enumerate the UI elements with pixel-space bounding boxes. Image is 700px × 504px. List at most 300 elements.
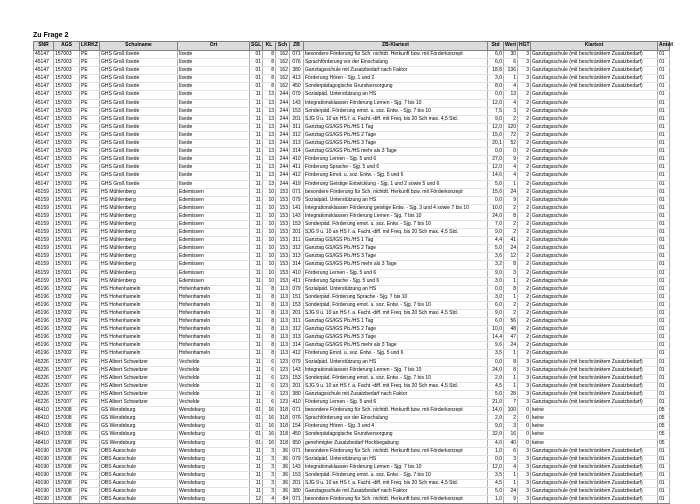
table-cell: 24,0 bbox=[488, 212, 504, 220]
table-cell: 11 bbox=[250, 358, 263, 366]
table-cell: 01 bbox=[658, 463, 670, 471]
table-cell: 5,0 bbox=[488, 180, 504, 188]
table-cell: Ganztagsschule bbox=[531, 220, 658, 228]
table-cell: 45196 bbox=[34, 310, 54, 318]
table-cell: 157008 bbox=[54, 488, 80, 496]
table-cell: 8 bbox=[263, 342, 276, 350]
table-cell: PE bbox=[80, 479, 100, 487]
table-row bbox=[34, 374, 670, 382]
table-cell: Edemissen bbox=[178, 245, 250, 253]
table-cell: GHS Groß Ilsede bbox=[100, 115, 178, 123]
table-cell: Edemissen bbox=[178, 188, 250, 196]
table-row bbox=[34, 261, 670, 269]
table-cell: 201 bbox=[290, 115, 304, 123]
table-cell: 01 bbox=[658, 310, 670, 318]
table-cell: 2 bbox=[504, 301, 518, 309]
table-cell: 157001 bbox=[54, 188, 80, 196]
table-cell: Hohenhameln bbox=[178, 285, 250, 293]
table-cell: 2 bbox=[518, 220, 531, 228]
table-cell: Ganztagsschule mit Zusatzbedarf nach Faktor bbox=[304, 67, 488, 75]
table-cell: Ilsede bbox=[178, 156, 250, 164]
table-cell: 2 bbox=[518, 293, 531, 301]
table-cell: Ganztagsschule bbox=[531, 164, 658, 172]
table-cell: 950 bbox=[290, 439, 304, 447]
table-row bbox=[34, 164, 670, 172]
table-cell: Ganztag GS/IGS Pb./HS 2 Tage bbox=[304, 131, 488, 139]
table-cell: 123 bbox=[276, 374, 290, 382]
table-header-row bbox=[34, 42, 670, 51]
table-row bbox=[34, 463, 670, 471]
table-cell: 05 bbox=[658, 415, 670, 423]
table-cell: PE bbox=[80, 293, 100, 301]
table-cell: 3 bbox=[518, 447, 531, 455]
table-cell: PE bbox=[80, 390, 100, 398]
table-cell: 8 bbox=[263, 59, 276, 67]
column-header: ZB bbox=[290, 42, 304, 51]
table-cell: 157003 bbox=[54, 51, 80, 59]
table-cell: PE bbox=[80, 366, 100, 374]
table-cell: 6,0 bbox=[488, 301, 504, 309]
table-cell: PE bbox=[80, 342, 100, 350]
table-cell: 3,5 bbox=[488, 350, 504, 358]
table-cell: Ganztagsschule mit Zusatzbedarf nach Faktor bbox=[304, 488, 488, 496]
table-cell: 0 bbox=[504, 148, 518, 156]
table-cell: 48410 bbox=[34, 415, 54, 423]
table-cell: Sonderpädagogische Grundversorgung bbox=[304, 431, 488, 439]
table-cell: 24,0 bbox=[488, 366, 504, 374]
table-cell: SJG 9 u. 10 an HS f. a. Facht.-diff. mit Freq. bis 20 Sch max. 4,5 Std. bbox=[304, 479, 488, 487]
table-row bbox=[34, 220, 670, 228]
table-cell: 113 bbox=[276, 342, 290, 350]
table-cell: 27,0 bbox=[488, 156, 504, 164]
table-cell: 49190 bbox=[34, 463, 54, 471]
table-cell: GHS Groß Ilsede bbox=[100, 180, 178, 188]
table-cell: GHS Groß Ilsede bbox=[100, 140, 178, 148]
table-cell: Sprachförderung vor der Einschulung bbox=[304, 59, 488, 67]
table-row bbox=[34, 237, 670, 245]
table-cell: GS Wendeburg bbox=[100, 439, 178, 447]
table-cell: Sonderpädagogische Grundversorgung bbox=[304, 83, 488, 91]
table-cell: Förderung Lernen - Sjg. 5 und 6 bbox=[304, 156, 488, 164]
table-cell: 157001 bbox=[54, 204, 80, 212]
table-cell: 244 bbox=[276, 123, 290, 131]
table-cell: 201 bbox=[290, 479, 304, 487]
table-cell: Ganztagsschule (mit beschränktem Zusatzbedarf) bbox=[531, 59, 658, 67]
table-row bbox=[34, 488, 670, 496]
table-cell: PE bbox=[80, 212, 100, 220]
table-cell: Vechelde bbox=[178, 390, 250, 398]
table-cell: 123 bbox=[276, 366, 290, 374]
table-cell: 41 bbox=[504, 237, 518, 245]
table-cell: 01 bbox=[658, 204, 670, 212]
table-row bbox=[34, 301, 670, 309]
table-row bbox=[34, 285, 670, 293]
table-cell: 01 bbox=[658, 140, 670, 148]
table-cell: 1 bbox=[504, 374, 518, 382]
table-row bbox=[34, 99, 670, 107]
table-cell: PE bbox=[80, 439, 100, 447]
table-cell: Ganztagsschule bbox=[531, 148, 658, 156]
table-cell: 113 bbox=[276, 293, 290, 301]
table-cell: 3 bbox=[263, 447, 276, 455]
table-cell: Ganztagsschule bbox=[531, 277, 658, 285]
table-cell: 100 bbox=[504, 407, 518, 415]
table-cell: 2 bbox=[518, 164, 531, 172]
table-cell: 30 bbox=[504, 51, 518, 59]
table-cell: 157003 bbox=[54, 180, 80, 188]
table-row bbox=[34, 423, 670, 431]
table-cell: 6 bbox=[263, 374, 276, 382]
table-cell: 157007 bbox=[54, 374, 80, 382]
table-cell: 0 bbox=[518, 415, 531, 423]
table-cell: Ganztagsschule bbox=[531, 301, 658, 309]
table-row bbox=[34, 455, 670, 463]
table-cell: 01 bbox=[658, 229, 670, 237]
table-cell: PE bbox=[80, 59, 100, 67]
table-cell: 8 bbox=[263, 293, 276, 301]
table-cell: 45159 bbox=[34, 196, 54, 204]
table-cell: HS Hohenhameln bbox=[100, 350, 178, 358]
table-cell: GHS Groß Ilsede bbox=[100, 51, 178, 59]
table-cell: 01 bbox=[658, 172, 670, 180]
table-cell: 13 bbox=[263, 99, 276, 107]
table-cell: 162 bbox=[276, 67, 290, 75]
table-cell: 157003 bbox=[54, 107, 80, 115]
table-cell: 12 bbox=[250, 496, 263, 504]
table-cell: 2 bbox=[518, 310, 531, 318]
table-cell: HS Albert Schweitzer bbox=[100, 382, 178, 390]
table-cell: 01 bbox=[658, 285, 670, 293]
table-cell: HS Mühlenberg bbox=[100, 277, 178, 285]
table-cell: Ilsede bbox=[178, 59, 250, 67]
table-cell: 2 bbox=[504, 310, 518, 318]
table-cell: 153 bbox=[290, 471, 304, 479]
table-row bbox=[34, 293, 670, 301]
table-cell: 01 bbox=[658, 75, 670, 83]
table-cell: OBS Aueschule bbox=[100, 479, 178, 487]
table-cell: 157008 bbox=[54, 407, 80, 415]
table-cell: 3 bbox=[263, 488, 276, 496]
table-cell: PE bbox=[80, 99, 100, 107]
table-cell: 45196 bbox=[34, 334, 54, 342]
table-row bbox=[34, 51, 670, 59]
table-cell: 12,0 bbox=[488, 463, 504, 471]
table-cell: 153 bbox=[276, 212, 290, 220]
table-cell: 136 bbox=[504, 67, 518, 75]
table-cell: 157003 bbox=[54, 83, 80, 91]
table-cell: 45159 bbox=[34, 253, 54, 261]
table-cell: 45159 bbox=[34, 212, 54, 220]
table-cell: 123 bbox=[276, 399, 290, 407]
table-cell: PE bbox=[80, 382, 100, 390]
table-cell: 079 bbox=[290, 196, 304, 204]
table-cell: 157003 bbox=[54, 172, 80, 180]
table-cell: Vechelde bbox=[178, 399, 250, 407]
table-cell: 14,0 bbox=[488, 172, 504, 180]
table-cell: 412 bbox=[290, 350, 304, 358]
column-header: Ort bbox=[178, 42, 250, 51]
table-cell: 4,5 bbox=[488, 479, 504, 487]
table-cell: 11 bbox=[250, 471, 263, 479]
table-cell: 157003 bbox=[54, 115, 80, 123]
table-cell: 244 bbox=[276, 156, 290, 164]
table-cell: PE bbox=[80, 196, 100, 204]
table-cell: keine bbox=[531, 415, 658, 423]
table-cell: 45147 bbox=[34, 51, 54, 59]
table-cell: Ganztagsschule (mit beschränktem Zusatzbedarf) bbox=[531, 463, 658, 471]
column-header: ZB-Klartext bbox=[304, 42, 488, 51]
table-cell: 113 bbox=[276, 285, 290, 293]
table-cell: Ilsede bbox=[178, 148, 250, 156]
table-cell: Ganztagsschule bbox=[531, 318, 658, 326]
table-cell: 0,0 bbox=[488, 91, 504, 99]
table-cell: 45147 bbox=[34, 164, 54, 172]
table-cell: 01 bbox=[658, 99, 670, 107]
table-cell: 11 bbox=[250, 156, 263, 164]
table-cell: 3 bbox=[263, 463, 276, 471]
table-cell: PE bbox=[80, 285, 100, 293]
table-cell: Ilsede bbox=[178, 51, 250, 59]
table-row bbox=[34, 75, 670, 83]
table-cell: PE bbox=[80, 245, 100, 253]
table-row bbox=[34, 188, 670, 196]
table-cell: 123 bbox=[276, 390, 290, 398]
table-cell: 157008 bbox=[54, 463, 80, 471]
table-cell: GHS Groß Ilsede bbox=[100, 75, 178, 83]
table-cell: PE bbox=[80, 75, 100, 83]
table-cell: OBS Aueschule bbox=[100, 455, 178, 463]
table-cell: 01 bbox=[658, 293, 670, 301]
table-cell: 3 bbox=[518, 399, 531, 407]
table-cell: keine bbox=[531, 407, 658, 415]
table-row bbox=[34, 431, 670, 439]
table-cell: 201 bbox=[290, 382, 304, 390]
table-cell: PE bbox=[80, 269, 100, 277]
table-cell: 01 bbox=[658, 447, 670, 455]
table-cell: 123 bbox=[276, 382, 290, 390]
table-cell: 2 bbox=[504, 204, 518, 212]
table-cell: PE bbox=[80, 301, 100, 309]
table-cell: GHS Groß Ilsede bbox=[100, 59, 178, 67]
table-cell: 13 bbox=[263, 107, 276, 115]
table-cell: GS Wendeburg bbox=[100, 415, 178, 423]
table-cell: 14,4 bbox=[488, 334, 504, 342]
table-cell: Wendeburg bbox=[178, 471, 250, 479]
table-cell: PE bbox=[80, 358, 100, 366]
table-cell: PE bbox=[80, 140, 100, 148]
table-cell: 2 bbox=[518, 212, 531, 220]
table-cell: 153 bbox=[276, 277, 290, 285]
table-cell: 5,0 bbox=[488, 488, 504, 496]
document-title: Zu Frage 2 bbox=[33, 32, 69, 39]
table-cell: 45226 bbox=[34, 358, 54, 366]
table-cell: 45147 bbox=[34, 107, 54, 115]
table-cell: besondere Förderung für Sch. nichtdt. Herkunft bzw. mit Förderkonzept bbox=[304, 447, 488, 455]
table-cell: OBS Aueschule bbox=[100, 447, 178, 455]
table-cell: PE bbox=[80, 261, 100, 269]
table-cell: 3 bbox=[518, 390, 531, 398]
table-cell: 8 bbox=[504, 366, 518, 374]
table-cell: Ganztagsschule bbox=[531, 123, 658, 131]
table-cell: 2 bbox=[518, 196, 531, 204]
table-cell: Ilsede bbox=[178, 180, 250, 188]
table-cell: 143 bbox=[290, 212, 304, 220]
table-cell: 01 bbox=[658, 488, 670, 496]
table-cell: Edemissen bbox=[178, 269, 250, 277]
table-cell: 10 bbox=[263, 253, 276, 261]
table-cell: Wendeburg bbox=[178, 488, 250, 496]
table-cell: Wendeburg bbox=[178, 496, 250, 504]
table-cell: 3 bbox=[263, 479, 276, 487]
table-cell: Ganztagsschule (mit beschränktem Zusatzbedarf) bbox=[531, 488, 658, 496]
table-cell: 11 bbox=[250, 447, 263, 455]
table-cell: 11 bbox=[250, 342, 263, 350]
table-cell: 157003 bbox=[54, 75, 80, 83]
table-cell: 2 bbox=[518, 277, 531, 285]
table-row bbox=[34, 366, 670, 374]
table-cell: 076 bbox=[290, 59, 304, 67]
table-cell: 113 bbox=[276, 318, 290, 326]
table-cell: 9,0 bbox=[488, 229, 504, 237]
table-cell: 01 bbox=[250, 431, 263, 439]
table-cell: Sozialpäd. Unterstützung an HS bbox=[304, 358, 488, 366]
table-cell: 3 bbox=[518, 488, 531, 496]
table-cell: PE bbox=[80, 67, 100, 75]
table-cell: 05 bbox=[658, 431, 670, 439]
table-cell: 2 bbox=[518, 261, 531, 269]
table-cell: HS Hohenhameln bbox=[100, 334, 178, 342]
table-cell: 01 bbox=[658, 148, 670, 156]
table-cell: 318 bbox=[276, 415, 290, 423]
table-cell: HS Mühlenberg bbox=[100, 269, 178, 277]
table-cell: 2 bbox=[518, 99, 531, 107]
table-cell: 201 bbox=[290, 310, 304, 318]
table-cell: HS Hohenhameln bbox=[100, 342, 178, 350]
table-cell: Ganztagsschule bbox=[531, 293, 658, 301]
table-cell: Ganztag GS/IGS Pb./HS 3 Tage bbox=[304, 334, 488, 342]
table-cell: 45147 bbox=[34, 148, 54, 156]
table-row bbox=[34, 91, 670, 99]
table-cell: 3 bbox=[518, 479, 531, 487]
table-cell: 157002 bbox=[54, 301, 80, 309]
table-cell: 01 bbox=[658, 164, 670, 172]
table-cell: Ganztagsschule bbox=[531, 91, 658, 99]
table-cell: 11 bbox=[250, 334, 263, 342]
table-cell: 3 bbox=[263, 471, 276, 479]
table-cell: GHS Groß Ilsede bbox=[100, 99, 178, 107]
table-cell: 2 bbox=[518, 253, 531, 261]
table-cell: 01 bbox=[250, 439, 263, 447]
table-cell: 10 bbox=[263, 212, 276, 220]
table-cell: Ganztagsschule bbox=[531, 212, 658, 220]
table-cell: 244 bbox=[276, 140, 290, 148]
table-cell: 0,0 bbox=[488, 285, 504, 293]
table-cell: 9,6 bbox=[488, 342, 504, 350]
column-header: Wert bbox=[504, 42, 518, 51]
table-cell: 2 bbox=[518, 269, 531, 277]
table-cell: 2 bbox=[518, 237, 531, 245]
table-cell: Ilsede bbox=[178, 123, 250, 131]
table-cell: 079 bbox=[290, 285, 304, 293]
table-cell: 0,0 bbox=[488, 358, 504, 366]
table-cell: 36 bbox=[276, 463, 290, 471]
table-cell: GHS Groß Ilsede bbox=[100, 123, 178, 131]
table-row bbox=[34, 399, 670, 407]
table-cell: Förderung Emot. u. soz. Entw. - Sjg. 5 und 6 bbox=[304, 350, 488, 358]
table-cell: 244 bbox=[276, 107, 290, 115]
table-cell: 143 bbox=[290, 366, 304, 374]
table-cell: 244 bbox=[276, 180, 290, 188]
table-cell: 153 bbox=[276, 204, 290, 212]
table-cell: 11 bbox=[250, 390, 263, 398]
table-cell: 11 bbox=[250, 245, 263, 253]
table-cell: 1,0 bbox=[488, 496, 504, 504]
table-cell: 45147 bbox=[34, 131, 54, 139]
table-cell: OBS Aueschule bbox=[100, 471, 178, 479]
table-cell: Sonderpäd. Förderung emot. u. soz. Entw. - Sjg. 7 bis 10 bbox=[304, 301, 488, 309]
table-cell: 72 bbox=[504, 131, 518, 139]
table-cell: Ganztagsschule bbox=[531, 261, 658, 269]
table-cell: 11 bbox=[250, 180, 263, 188]
table-cell: 1 bbox=[504, 382, 518, 390]
table-cell: 45147 bbox=[34, 67, 54, 75]
table-cell: 45147 bbox=[34, 123, 54, 131]
table-cell: 32,0 bbox=[488, 431, 504, 439]
table-cell: 01 bbox=[658, 220, 670, 228]
table-cell: 312 bbox=[290, 131, 304, 139]
table-cell: 12,0 bbox=[488, 123, 504, 131]
table-cell: PE bbox=[80, 318, 100, 326]
table-cell: Ganztagsschule (mit beschränktem Zusatzbedarf) bbox=[531, 358, 658, 366]
table-cell: PE bbox=[80, 91, 100, 99]
table-cell: 11 bbox=[250, 237, 263, 245]
table-cell: 157001 bbox=[54, 253, 80, 261]
table-cell: 01 bbox=[658, 269, 670, 277]
table-cell: 10 bbox=[263, 261, 276, 269]
table-cell: Edemissen bbox=[178, 261, 250, 269]
table-cell: Wendeburg bbox=[178, 439, 250, 447]
table-cell: 16 bbox=[263, 415, 276, 423]
table-cell: 153 bbox=[290, 301, 304, 309]
table-cell: PE bbox=[80, 115, 100, 123]
table-cell: 45147 bbox=[34, 75, 54, 83]
table-cell: 11 bbox=[250, 253, 263, 261]
table-cell: 11 bbox=[250, 131, 263, 139]
table-cell: 157003 bbox=[54, 91, 80, 99]
column-header: AGS bbox=[54, 42, 80, 51]
table-cell: 6 bbox=[504, 447, 518, 455]
table-row bbox=[34, 447, 670, 455]
table-cell: Sonderpäd. Förderung emot. u. soz. Entw. - Sjg. 7 bis 10 bbox=[304, 107, 488, 115]
table-cell: keine bbox=[531, 423, 658, 431]
table-cell: 11 bbox=[250, 204, 263, 212]
table-cell: 314 bbox=[290, 261, 304, 269]
table-cell: 313 bbox=[290, 140, 304, 148]
table-cell: 318 bbox=[276, 423, 290, 431]
table-cell: 157008 bbox=[54, 471, 80, 479]
table-cell: 4,4 bbox=[488, 237, 504, 245]
table-cell: PE bbox=[80, 220, 100, 228]
table-cell: 244 bbox=[276, 115, 290, 123]
table-cell: 380 bbox=[290, 67, 304, 75]
table-cell: 36 bbox=[276, 488, 290, 496]
table-cell: 157001 bbox=[54, 245, 80, 253]
table-cell: 079 bbox=[290, 455, 304, 463]
table-cell: Ganztagsschule mit Zusatzbedarf nach Faktor bbox=[304, 390, 488, 398]
table-cell: Ganztag GS/IGS Pb./HS 1 Tag bbox=[304, 123, 488, 131]
table-cell: Edemissen bbox=[178, 253, 250, 261]
table-cell: 11 bbox=[250, 107, 263, 115]
